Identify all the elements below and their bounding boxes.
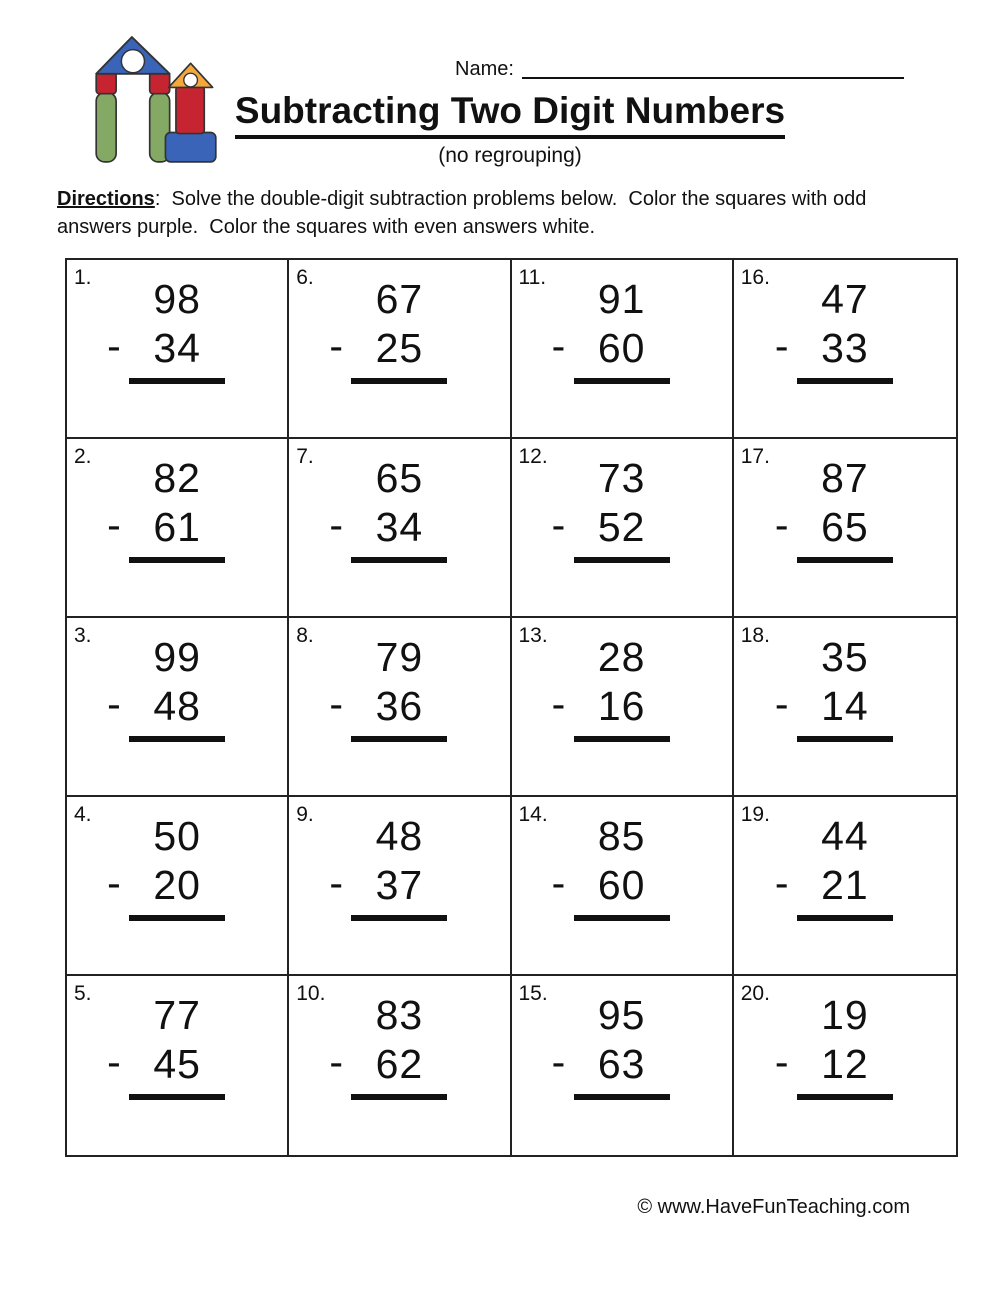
subtrahend-row — [329, 681, 447, 729]
answer-line — [797, 1094, 893, 1100]
minus-sign: - — [329, 860, 345, 906]
name-blank-line — [522, 76, 904, 79]
problem-cell — [289, 976, 511, 1155]
minuend: 99 — [153, 634, 201, 680]
problem-cell — [512, 797, 734, 976]
directions-label: Directions — [57, 188, 155, 210]
subtrahend-row — [107, 323, 225, 371]
minus-sign: - — [774, 860, 790, 906]
minus-sign: - — [107, 681, 122, 727]
problem-cell — [734, 439, 956, 618]
problems-grid — [65, 258, 958, 1157]
name-label: Name: — [455, 58, 514, 80]
subtrahend: 63 — [597, 1041, 646, 1087]
minus-sign: - — [329, 323, 345, 369]
problem-number: 4. — [74, 803, 92, 826]
minus-sign: - — [551, 1039, 567, 1085]
problem-cell — [289, 439, 511, 618]
subtrahend: 52 — [597, 504, 646, 550]
subtrahend: 36 — [375, 683, 424, 729]
subtraction-problem — [107, 455, 225, 563]
subtrahend-row — [329, 502, 447, 550]
subtrahend: 65 — [821, 504, 869, 550]
minuend: 47 — [821, 276, 869, 322]
subtrahend-row — [551, 681, 670, 729]
problem-cell — [289, 260, 511, 439]
subtraction-problem — [774, 276, 893, 384]
subtraction-problem — [774, 634, 893, 742]
problem-number: 11. — [518, 266, 547, 289]
minuend: 50 — [153, 813, 201, 859]
answer-line — [351, 378, 447, 384]
problem-number: 18. — [740, 624, 770, 647]
minus-sign: - — [329, 1039, 345, 1085]
subtrahend-row — [107, 502, 225, 550]
subtraction-problem — [551, 455, 670, 563]
subtrahend: 60 — [597, 325, 646, 371]
problem-cell — [734, 618, 956, 797]
subtrahend-row — [551, 1039, 670, 1087]
minus-sign: - — [107, 323, 122, 369]
subtrahend: 16 — [597, 683, 646, 729]
subtrahend: 21 — [821, 862, 869, 908]
minus-sign: - — [329, 502, 345, 548]
subtraction-problem — [329, 992, 447, 1100]
minuend: 82 — [153, 455, 201, 501]
answer-line — [797, 736, 893, 742]
answer-line — [574, 736, 670, 742]
answer-line — [797, 915, 893, 921]
problem-cell — [734, 260, 956, 439]
subtrahend-row — [774, 502, 893, 550]
problem-cell — [512, 618, 734, 797]
subtrahend: 33 — [821, 325, 869, 371]
subtraction-problem — [329, 455, 447, 563]
subtrahend: 45 — [153, 1041, 201, 1087]
answer-line — [129, 378, 225, 384]
subtrahend-row — [551, 860, 670, 908]
subtrahend: 25 — [375, 325, 424, 371]
subtraction-problem — [107, 813, 225, 921]
answer-line — [129, 1094, 225, 1100]
minus-sign: - — [107, 502, 122, 548]
minuend: 65 — [375, 455, 424, 501]
subtraction-problem — [107, 992, 225, 1100]
minuend: 19 — [821, 992, 869, 1038]
minus-sign: - — [329, 681, 345, 727]
subtraction-problem — [329, 276, 447, 384]
subtrahend-row — [774, 860, 893, 908]
subtrahend-row — [329, 1039, 447, 1087]
subtrahend-row — [774, 681, 893, 729]
minuend: 77 — [153, 992, 201, 1038]
subtraction-problem — [329, 634, 447, 742]
page-title: Subtracting Two Digit Numbers — [235, 90, 785, 139]
answer-line — [574, 915, 670, 921]
minuend: 87 — [821, 455, 869, 501]
answer-line — [351, 1094, 447, 1100]
answer-line — [574, 378, 670, 384]
subtrahend-row — [551, 323, 670, 371]
answer-line — [129, 915, 225, 921]
subtraction-problem — [107, 276, 225, 384]
minuend: 28 — [597, 634, 646, 680]
subtrahend-row — [107, 1039, 225, 1087]
subtrahend-row — [774, 323, 893, 371]
problem-cell — [67, 618, 289, 797]
problem-number: 1. — [74, 266, 92, 289]
subtrahend: 37 — [375, 862, 424, 908]
title-block — [60, 90, 960, 168]
answer-line — [797, 557, 893, 563]
subtrahend: 48 — [153, 683, 201, 729]
minus-sign: - — [551, 860, 567, 906]
minuend: 73 — [597, 455, 646, 501]
minus-sign: - — [107, 860, 122, 906]
problem-number: 19. — [740, 803, 770, 826]
subtrahend-row — [329, 860, 447, 908]
minus-sign: - — [551, 502, 567, 548]
problem-cell — [512, 976, 734, 1155]
problem-number: 15. — [518, 982, 548, 1005]
minuend: 91 — [597, 276, 646, 322]
answer-line — [351, 736, 447, 742]
minuend: 85 — [597, 813, 646, 859]
minus-sign: - — [774, 681, 790, 727]
answer-line — [574, 557, 670, 563]
minuend: 95 — [597, 992, 646, 1038]
subtrahend-row — [107, 860, 225, 908]
problem-number: 16. — [740, 266, 770, 289]
subtrahend: 60 — [597, 862, 646, 908]
problem-cell — [67, 976, 289, 1155]
problem-number: 8. — [296, 624, 314, 647]
problem-number: 17. — [740, 445, 770, 468]
subtraction-problem — [551, 634, 670, 742]
minus-sign: - — [774, 323, 790, 369]
problem-number: 10. — [296, 982, 326, 1005]
footer-credit: © www.HaveFunTeaching.com — [637, 1196, 910, 1218]
subtraction-problem — [774, 992, 893, 1100]
problem-cell — [67, 797, 289, 976]
minus-sign: - — [774, 1039, 790, 1085]
subtrahend-row — [551, 502, 670, 550]
minus-sign: - — [551, 323, 567, 369]
problem-number: 9. — [296, 803, 314, 826]
directions — [57, 185, 907, 241]
name-row — [455, 58, 915, 81]
problem-number: 3. — [74, 624, 92, 647]
subtraction-problem — [107, 634, 225, 742]
subtrahend: 20 — [153, 862, 201, 908]
minus-sign: - — [774, 502, 790, 548]
minuend: 83 — [375, 992, 424, 1038]
directions-text: : Solve the double-digit subtraction problems below. Color the squares with odd answers purple. Color the squares with even answers white. — [57, 188, 872, 238]
problem-cell — [734, 797, 956, 976]
subtrahend: 12 — [821, 1041, 869, 1087]
problem-cell — [512, 439, 734, 618]
problem-number: 14. — [518, 803, 548, 826]
subtraction-problem — [551, 992, 670, 1100]
problem-number: 20. — [740, 982, 770, 1005]
problem-number: 5. — [74, 982, 92, 1005]
subtrahend-row — [107, 681, 225, 729]
subtrahend: 61 — [153, 504, 201, 550]
problem-cell — [289, 618, 511, 797]
minus-sign: - — [551, 681, 567, 727]
minuend: 79 — [375, 634, 424, 680]
subtraction-problem — [551, 276, 670, 384]
problem-number: 13. — [518, 624, 548, 647]
subtraction-problem — [774, 813, 893, 921]
subtrahend-row — [329, 323, 447, 371]
subtrahend: 34 — [153, 325, 201, 371]
minuend: 98 — [153, 276, 201, 322]
answer-line — [129, 557, 225, 563]
problem-cell — [67, 439, 289, 618]
subtrahend: 34 — [375, 504, 424, 550]
problem-cell — [67, 260, 289, 439]
problem-cell — [734, 976, 956, 1155]
subtraction-problem — [774, 455, 893, 563]
subtraction-problem — [329, 813, 447, 921]
minuend: 48 — [375, 813, 424, 859]
answer-line — [574, 1094, 670, 1100]
subtrahend: 14 — [821, 683, 869, 729]
problem-number: 2. — [74, 445, 92, 468]
minuend: 67 — [375, 276, 424, 322]
subtrahend-row — [774, 1039, 893, 1087]
problem-number: 6. — [296, 266, 314, 289]
problem-cell — [289, 797, 511, 976]
page-subtitle: (no regrouping) — [438, 144, 582, 167]
answer-line — [129, 736, 225, 742]
subtrahend: 62 — [375, 1041, 424, 1087]
answer-line — [351, 915, 447, 921]
problem-cell — [512, 260, 734, 439]
minuend: 35 — [821, 634, 869, 680]
answer-line — [351, 557, 447, 563]
subtraction-problem — [551, 813, 670, 921]
answer-line — [797, 378, 893, 384]
minuend: 44 — [821, 813, 869, 859]
problem-number: 7. — [296, 445, 314, 468]
problem-number: 12. — [518, 445, 548, 468]
minus-sign: - — [107, 1039, 122, 1085]
